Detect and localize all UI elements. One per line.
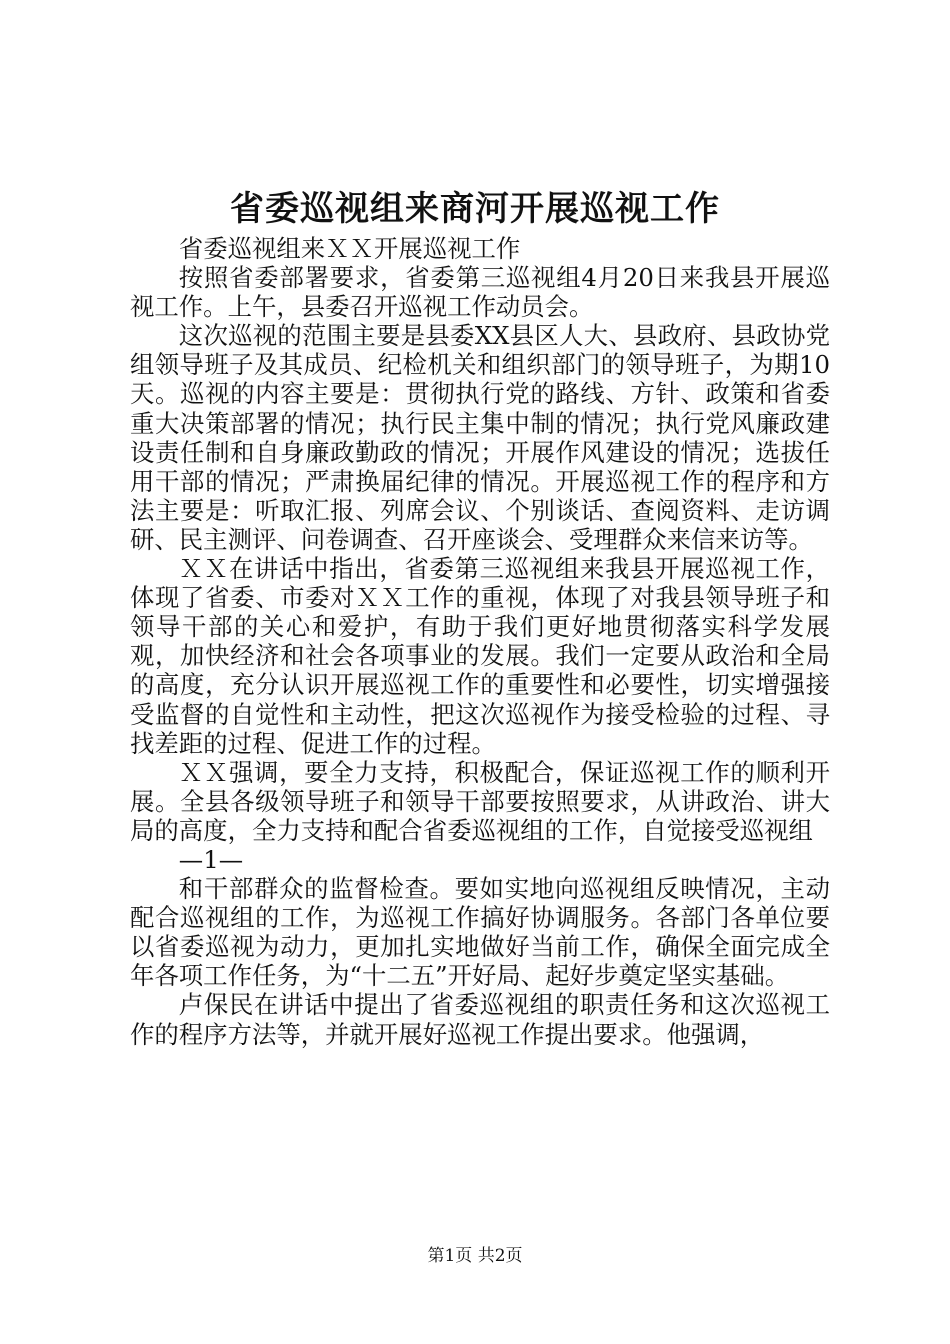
document-body xyxy=(130,234,830,1049)
paragraph-speech: ＸＸ在讲话中指出，省委第三巡视组来我县开展巡视工作，体现了省委、市委对ＸＸ工作的重视，体现了对我县领导班子和领导干部的关心和爱护，有助于我们更好地贯彻落实科学发展观，加快经济和社会各项事业的发展。我们一定要从政治和全局的高度，充分认识开展巡视工作的重要性和必要性，切实增强接受监督的自觉性和主动性，把这次巡视作为接受检验的过程、寻找差距的过程、促进工作的过程。 xyxy=(130,554,830,758)
paragraph-emphasis: ＸＸ强调，要全力支持，积极配合，保证巡视工作的顺利开展。全县各级领导班子和领导干部要按照要求，从讲政治、讲大局的高度，全力支持和配合省委巡视组的工作，自觉接受巡视组 xyxy=(130,757,830,845)
paragraph-lu-baomin: 卢保民在讲话中提出了省委巡视组的职责任务和这次巡视工作的程序方法等，并就开展好巡视工作提出要求。他强调， xyxy=(130,990,830,1049)
document-title: 省委巡视组来商河开展巡视工作 xyxy=(230,189,720,229)
paragraph-supervision: 和干部群众的监督检查。要如实地向巡视组反映情况，主动配合巡视组的工作，为巡视工作搞好协调服务。各部门各单位要以省委巡视为动力，更加扎实地做好当前工作，确保全面完成全年各项工作任务，为“十二五”开好局、起好步奠定坚实基础。 xyxy=(130,874,830,991)
inline-page-marker: —1— xyxy=(178,844,244,874)
page-footer: 第1页 共2页 xyxy=(427,1246,523,1266)
paragraph-scope: 这次巡视的范围主要是县委XX县区人大、县政府、县政协党组领导班子及其成员、纪检机关和组织部门的领导班子，为期10天。巡视的内容主要是：贯彻执行党的路线、方针、政策和省委重大决策部署的情况；执行民主集中制的情况；执行党风廉政建设责任制和自身廉政勤政的情况；开展作风建设的情况；选拔任用干部的情况；严肃换届纪律的情况。开展巡视工作的程序和方法主要是：听取汇报、列席会议、个别谈话、查阅资料、走访调研、民主测评、问卷调查、召开座谈会、受理群众来信来访等。 xyxy=(130,321,830,554)
paragraph-intro: 按照省委部署要求，省委第三巡视组4月20日来我县开展巡视工作。上午，县委召开巡视工作动员会。 xyxy=(130,263,830,322)
paragraph-subtitle: 省委巡视组来ＸＸ开展巡视工作 xyxy=(178,234,521,263)
